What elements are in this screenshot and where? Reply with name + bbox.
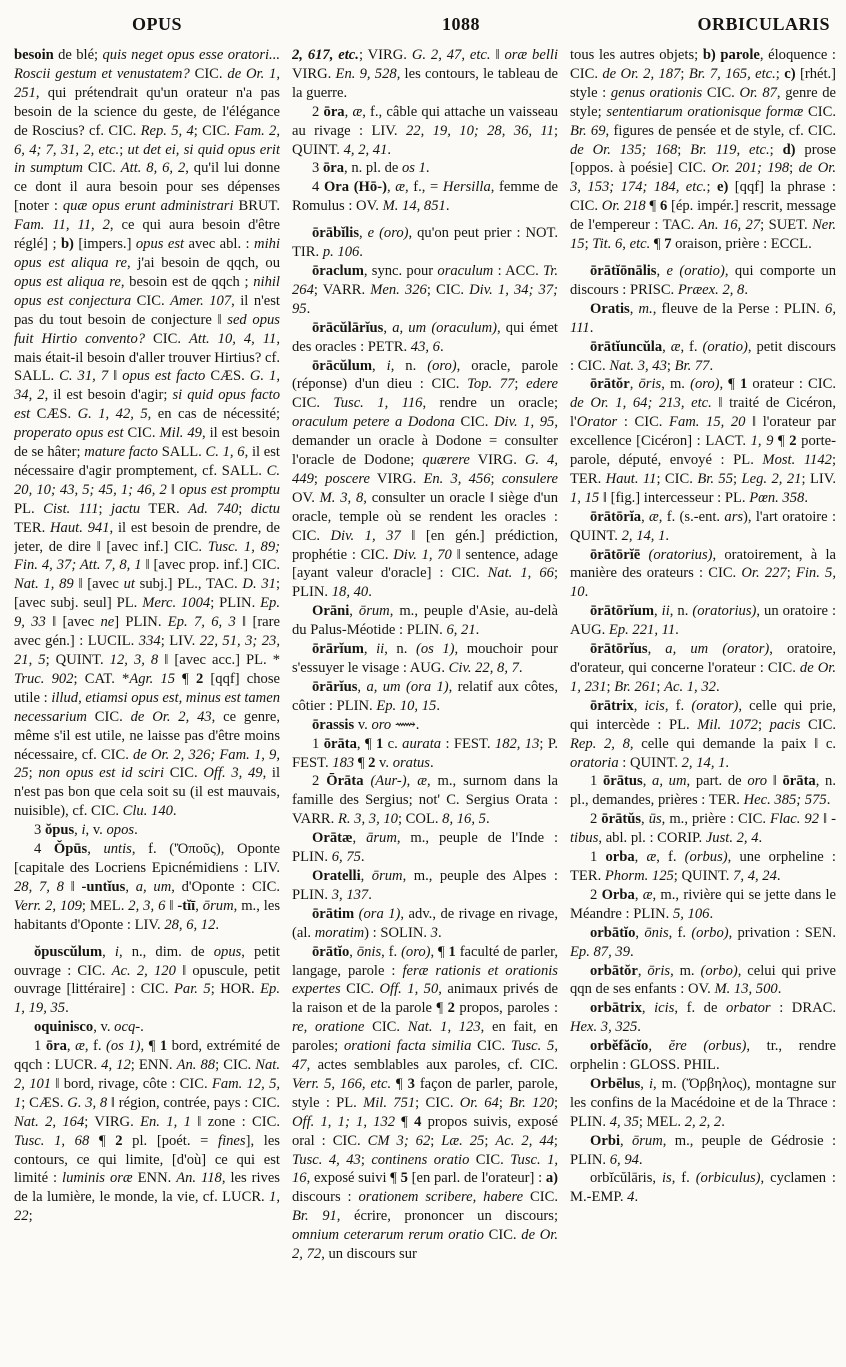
dictionary-entry: ōrātŏr, ōris, m. (oro), ¶ 1 orateur : CIC. de Or. 1, 64; 213, etc. ‖ traité de Cicéron, l'Orator : CIC. Fam. 15, 20 ‖ l'orateur par excellence [Cicéron] : LACT. 1, 9 ¶ 2 porte-parole, député, envoyé : PL. Most. 1142; TER. Haut. 11; CIC. Br. 55; Leg. 2, 21; LIV. 1, 15 ‖ [fig.] intercesseur : PL. Pœn. 358. — [570, 376, 836, 506]
dictionary-entry: ōrācŭlum, i, n. (oro), oracle, parole (réponse) d'un dieu : CIC. Top. 77; edere CIC. Tusc. 1, 116, rendre un oracle; oraculum petere a Dodona CIC. Div. 1, 95, demander un oracle à Dodone = consulter l'oracle de Dodone; quærere VIRG. G. 4, 449; poscere VIRG. En. 3, 456; consulere OV. M. 3, 8, consulter un oracle ‖ siège d'un oracle, temple où se rendent les oracles : CIC. Div. 1, 37 ‖ [en gén.] prédiction, prophétie : CIC. Div. 1, 70 ‖ sentence, adage [ayant valeur d'oracle] : CIC. Nat. 1, 66; PLIN. 18, 40. — [292, 357, 558, 601]
dictionary-entry: Orāni, ōrum, m., peuple d'Asie, au-delà du Palus-Méotide : PLIN. 6, 21. — [292, 603, 558, 639]
dictionary-entry: Orbēlus, i, m. (Ὄρβηλος), montagne sur les confins de la Macédoine et de la Thrace : PLIN. 4, 35; MEL. 2, 2, 2. — [570, 1075, 836, 1130]
dictionary-entry: ōrātĭo, ōnis, f. (oro), ¶ 1 faculté de parler, langage, parole : feræ rationis et orationis expertes CIC. Off. 1, 50, animaux privés de la raison et de la parole ¶ 2 propos, paroles : re, oratione CIC. Nat. 1, 123, en fait, en paroles; orationi facta similia CIC. Tusc. 5, 47, actes semblables aux paroles, cf. CIC. Verr. 5, 166, etc. ¶ 3 façon de parler, parole, style : PL. Mil. 751; CIC. Or. 64; Br. 120; Off. 1, 1; 1, 132 ¶ 4 propos suivis, exposé oral : CIC. CM 3; 62; Læ. 25; Ac. 2, 44; Tusc. 4, 43; continens oratio CIC. Tusc. 1, 16, exposé suivi ¶ 5 [en parl. de l'orateur] : a) discours : orationem scribere, habere CIC. Br. 91, écrire, prononcer un discours; omnium ceterarum rerum oratio CIC. de Or. 2, 72, un discours sur — [292, 943, 558, 1263]
dictionary-entry: ōrātōrĭum, ii, n. (oratorius), un oratoire : AUG. Ep. 221, 11. — [570, 603, 836, 639]
dictionary-entry: 2 ōrātŭs, ūs, m., prière : CIC. Flac. 92 ‖ -tibus, abl. pl. : CORIP. Just. 2, 4. — [570, 811, 836, 847]
dictionary-entry: Oratis, m., fleuve de la Perse : PLIN. 6, 111. — [570, 300, 836, 336]
dictionary-entry: 4 Ora (Hō-), æ, f., = Hersilla, femme de Romulus : OV. M. 14, 851. — [292, 179, 558, 215]
dictionary-entry: ŏpuscŭlum, i, n., dim. de opus, petit ouvrage : CIC. Ac. 2, 120 ‖ opuscule, petit ouvrage [littéraire] : CIC. Par. 5; HOR. Ep. 1, 19, 35. — [14, 943, 280, 1017]
dictionary-entry: ōrātĭōnālis, e (oratio), qui comporte un discours : PRISC. Præex. 2, 8. — [570, 262, 836, 298]
dictionary-entry: oquinisco, v. ocq-. — [34, 1019, 144, 1036]
column-middle — [292, 46, 558, 1346]
header-left-word: OPUS — [132, 14, 183, 34]
dictionary-entry: ōrābĭlis, e (oro), qu'on peut prier : NOT. TIR. p. 106. — [292, 225, 558, 261]
dictionary-entry: orbātĭo, ōnis, f. (orbo), privation : SEN. Ep. 87, 39. — [570, 924, 836, 960]
dictionary-entry: orbĭcŭlāris, is, f. (orbiculus), cyclamen : M.-EMP. 4. — [570, 1170, 836, 1206]
dictionary-entry: ōrācŭlārĭus, a, um (oraculum), qui émet des oracles : PETR. 43, 6. — [292, 319, 558, 355]
column-left — [14, 46, 280, 1346]
dictionary-entry: 2, 617, etc.; VIRG. G. 2, 47, etc. ‖ oræ belli VIRG. En. 9, 528, les contours, le tableau de la guerre. — [292, 47, 558, 101]
column-right — [570, 46, 836, 1346]
dictionary-entry: tous les autres objets; b) parole, éloquence : CIC. de Or. 2, 187; Br. 7, 165, etc.; c) [rhét.] style : genus orationis CIC. Or. 87, genre de style; sententiarum orationisque formæ CIC. Br. 69, figures de pensée et de style, cf. CIC. de Or. 135; 168; Br. 119, etc.; d) prose [oppos. à poésie] CIC. Or. 201; 198; de Or. 3, 153; 174; 184, etc.; e) [qqf] la phrase : CIC. Or. 218 ¶ 6 [ép. impér.] rescrit, message de l'empereur : TAC. An. 16, 27; SUET. Ner. 15; Tit. 6, etc. ¶ 7 oraison, prière : ECCL. — [570, 47, 836, 253]
dictionary-entry: orbĕfăcĭo, ĕre (orbus), tr., rendre orphelin : GLOSS. PHIL. — [570, 1038, 836, 1074]
dictionary-entry: ōrārĭus, a, um (ora 1), relatif aux côtes, côtier : PLIN. Ep. 10, 15. — [292, 678, 558, 714]
dictionary-entry: ōrātrix, icis, f. (orator), celle qui prie, qui intercède : PL. Mil. 1072; pacis CIC. Rep. 2, 8, celle qui demande la paix ‖ c. oratoria : QUINT. 2, 14, 1. — [570, 697, 836, 771]
page-number: 1088 — [442, 14, 480, 34]
dictionary-entry: 1 ōra, æ, f. (os 1), ¶ 1 bord, extrémité de qqch : LUCR. 4, 12; ENN. An. 88; CIC. Nat. 2, 101 ‖ bord, rivage, côte : CIC. Fam. 12, 5, 1; CÆS. G. 3, 8 ‖ région, contrée, pays : CIC. Nat. 2, 164; VIRG. En. 1, 1 ‖ zone : CIC. Tusc. 1, 68 ¶ 2 pl. [poét. = fines], les contours, ce qui limite, [d'où] ce qui est limité : luminis oræ ENN. An. 118, les rives de la lumière, le monde, la vie, cf. LUCR. 1, 22; — [14, 1038, 280, 1225]
dictionary-entry: Orātæ, ārum, m., peuple de l'Inde : PLIN. 6, 75. — [292, 830, 558, 866]
dictionary-entry: Orbi, ōrum, m., peuple de Gédrosie : PLIN. 6, 94. — [570, 1132, 836, 1168]
dictionary-entry: 4 Ŏpūs, untis, f. ('Ὀποῦς), Oponte [capitale des Locriens Epicnémidiens : LIV. 28, 7, 8 ‖ -untĭus, a, um, d'Oponte : CIC. Verr. 2, 109; MEL. 2, 3, 6 ‖ -tĭī, ōrum, m., les habitants d'Oponte : LIV. 28, 6, 12. — [14, 841, 280, 933]
dictionary-entry: ōrātōrĭus, a, um (orator), oratoire, d'orateur, qui concerne l'orateur : CIC. de Or. 1, 231; Br. 261; Ac. 1, 32. — [570, 641, 836, 695]
dictionary-entry: 1 ōrātus, a, um, part. de oro ‖ ōrāta, n. pl., demandes, prières : TER. Hec. 385; 575. — [570, 773, 836, 809]
dictionary-entry: 2 Orba, æ, m., rivière qui se jette dans le Méandre : PLIN. 5, 106. — [570, 886, 836, 922]
dictionary-entry: 2 Ōrāta (Aur-), æ, m., surnom dans la famille des Sergius; not' C. Sergius Orata : VARR. R. 3, 3, 10; COL. 8, 16, 5. — [292, 773, 558, 828]
dictionary-entry: ōrātōrĭē (oratorius), oratoirement, à la manière des orateurs : CIC. Or. 227; Fin. 5, 10. — [570, 546, 836, 601]
text-columns — [14, 46, 836, 1346]
dictionary-entry: ōrātōrĭa, æ, f. (s.-ent. ars), l'art oratoire : QUINT. 2, 14, 1. — [570, 508, 836, 544]
running-header — [14, 14, 836, 46]
dictionary-entry: orbātŏr, ōris, m. (orbo), celui qui prive qqn de ses enfants : OV. M. 13, 500. — [570, 962, 836, 998]
dictionary-entry: 1 orba, æ, f. (orbus), une orpheline : TER. Phorm. 125; QUINT. 7, 4, 24. — [570, 849, 836, 884]
header-right-word: ORBICULARIS — [697, 14, 830, 34]
dictionary-entry: 3 ōra, n. pl. de os 1. — [312, 160, 430, 177]
dictionary-entry: 1 ōrāta, ¶ 1 c. aurata : FEST. 182, 13; P. FEST. 183 ¶ 2 v. oratus. — [292, 735, 558, 771]
dictionary-entry: ōraclum, sync. pour oraculum : ACC. Tr. 264; VARR. Men. 326; CIC. Div. 1, 34; 37; 95. — [292, 262, 558, 317]
dictionary-entry: ōrātim (ora 1), adv., de rivage en rivage, (al. moratim) : SOLIN. 3. — [292, 905, 558, 941]
dictionary-entry: 2 ōra, æ, f., câble qui attache un vaisseau au rivage : LIV. 22, 19, 10; 28, 36, 11; QUINT. 4, 2, 41. — [292, 103, 558, 158]
dictionary-entry: besoin de blé; quis neget opus esse oratori... Roscii gestum et venustatem? CIC. de Or. 1, 251, qui prétendrait qu'un orateur n'a pas besoin de la science du geste, de l'élégance de Roscius? cf. CIC. Rep. 5, 4; CIC. Fam. 2, 6, 4; 7, 31, 2, etc.; ut det ei, si quid opus erit in sumptum CIC. Att. 8, 6, 2, qu'il lui donne ce dont il aura besoin pour ses dépenses [noter : quæ opus erunt administrari BRUT. Fam. 11, 11, 2, ce qui aura besoin d'être réglé] ; b) [impers.] opus est avec abl. : mihi opus est aliqua re, j'ai besoin de qqch, ou opus est aliqua re, besoin est de qqch ; nihil opus est conjectura CIC. Amer. 107, il n'est pas du tout besoin de conjecture ‖ sed opus fuit Hirtio convento? CIC. Att. 10, 4, 11, mais était-il besoin d'aller trouver Hirtius? cf. SALL. C. 31, 7 ‖ opus est facto CÆS. G. 1, 34, 2, il est besoin d'agir; si quid opus facto est CÆS. G. 1, 42, 5, en cas de nécessité; properato opus est CIC. Mil. 49, il est besoin de se hâter; mature facto SALL. C. 1, 6, il est nécessaire d'agir promptement, cf. SALL. C. 20, 10; 43, 5; 45, 1; 46, 2 ‖ opus est promptu PL. Cist. 111; jactu TER. Ad. 740; dictu TER. Haut. 941, il est besoin de prendre, de jeter, de dire ‖ [avec inf.] CIC. Tusc. 1, 89; Fin. 4, 37; Att. 7, 8, 1 ‖ [avec prop. inf.] CIC. Nat. 1, 89 ‖ [avec ut subj.] PL., TAC. D. 31; [avec subj. seul] PL. Merc. 1004; PLIN. Ep. 9, 33 ‖ [avec ne] PLIN. Ep. 7, 6, 3 ‖ [rare avec gén.] : LUCIL. 334; LIV. 22, 51, 3; 23, 21, 5; QUINT. 12, 3, 8 ‖ [avec acc.] PL. * Truc. 902; CAT. *Agr. 15 ¶ 2 [qqf] chose utile : illud, etiamsi opus est, minus est tamen necessarium CIC. de Or. 2, 43, ce genre, même s'il est utile, ne laisse pas d'être moins nécessaire, cf. CIC. de Or. 2, 326; Fam. 1, 9, 25; non opus est id sciri CIC. Off. 3, 49, il n'est pas bon que cela soit su (il est mauvais, nuisible), cf. CIC. Clu. 140. — [14, 47, 280, 820]
dictionary-entry: orbātrix, icis, f. de orbator : DRAC. Hex. 3, 325. — [570, 1000, 836, 1036]
dictionary-entry: ōrātĭuncŭla, æ, f. (oratio), petit discours : CIC. Nat. 3, 43; Br. 77. — [570, 338, 836, 374]
dictionary-entry: ōrassis v. oro ⟿. — [312, 716, 420, 733]
dictionary-entry: ōrārĭum, ii, n. (os 1), mouchoir pour s'essuyer le visage : AUG. Civ. 22, 8, 7. — [292, 641, 558, 676]
dictionary-entry: 3 ŏpus, i, v. opos. — [34, 822, 138, 839]
dictionary-entry: Oratelli, ōrum, m., peuple des Alpes : PLIN. 3, 137. — [292, 867, 558, 903]
